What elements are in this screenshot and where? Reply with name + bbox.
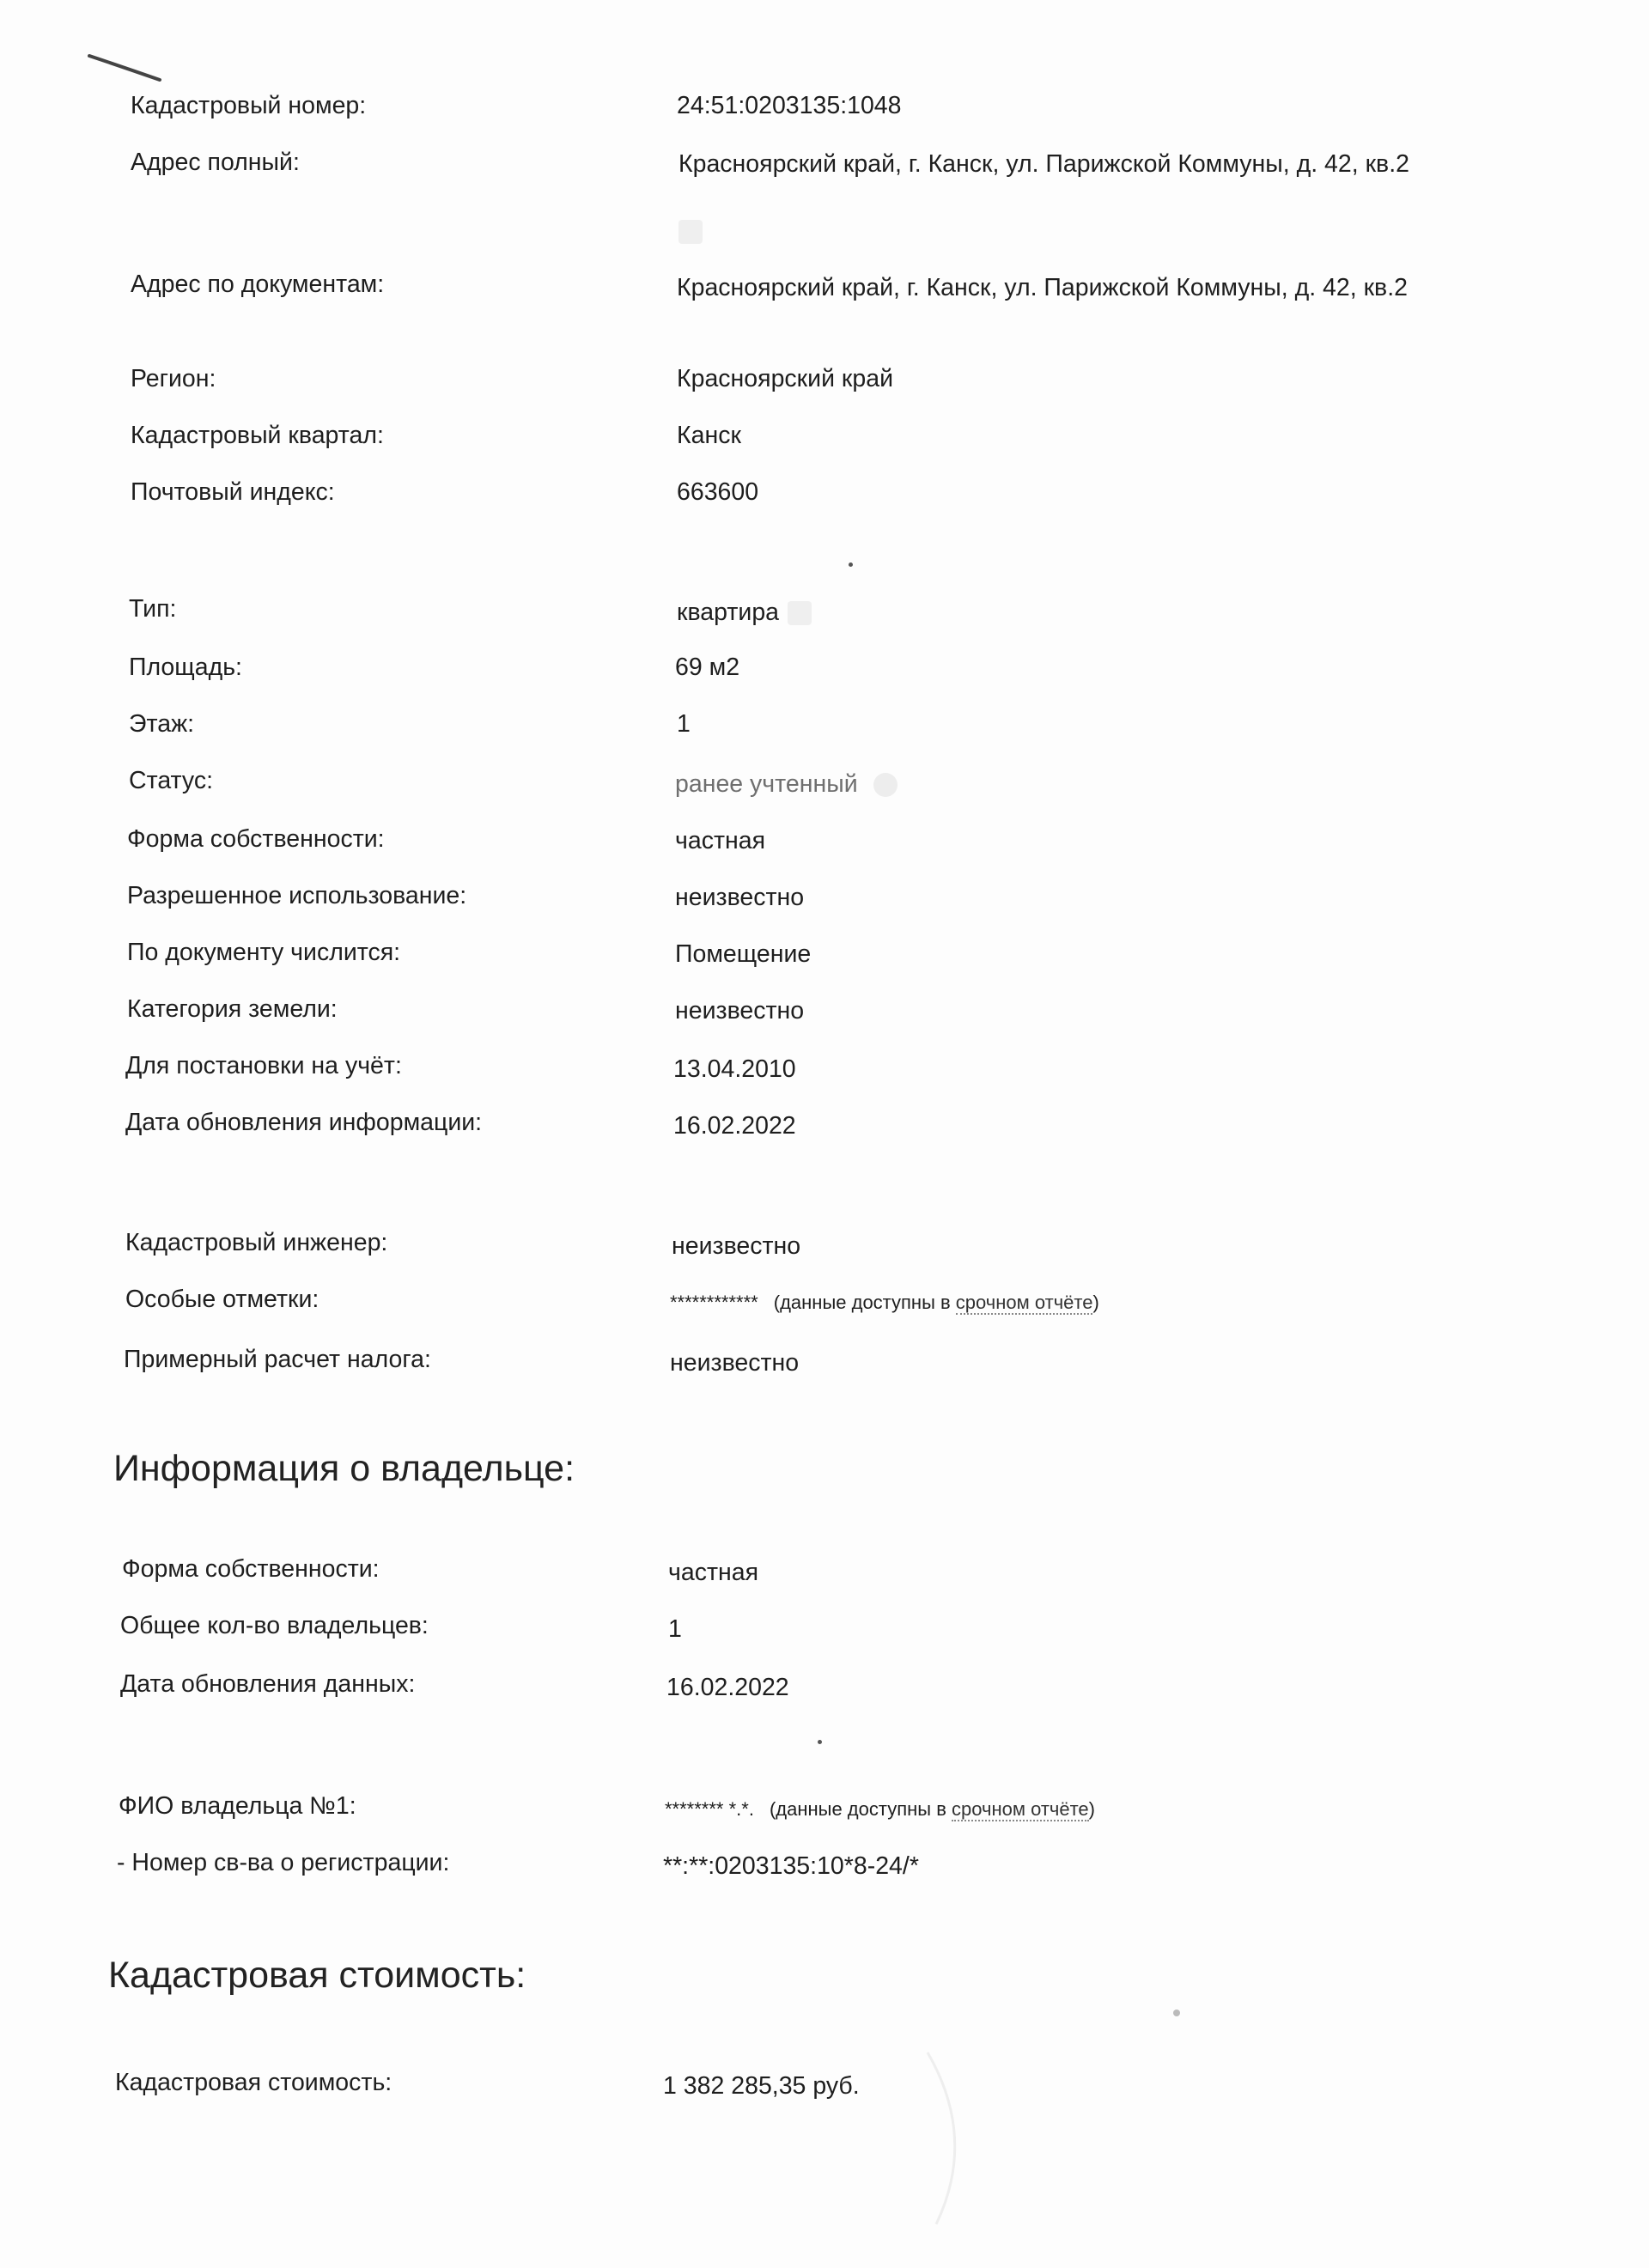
field-label: Форма собственности: bbox=[127, 825, 385, 853]
field-label: Тип: bbox=[129, 595, 177, 623]
field-value bbox=[677, 594, 812, 630]
note-prefix: (данные доступны в bbox=[769, 1798, 952, 1820]
field-label: Кадастровый квартал: bbox=[131, 422, 384, 449]
field-label: Разрешенное использование: bbox=[127, 882, 467, 909]
scan-speck bbox=[818, 1740, 822, 1744]
note-suffix: ) bbox=[1088, 1798, 1095, 1820]
field-value: 16.02.2022 bbox=[666, 1674, 789, 1701]
field-value: 1 bbox=[668, 1615, 682, 1643]
field-label: Форма собственности: bbox=[122, 1555, 380, 1583]
field-value: 13.04.2010 bbox=[673, 1055, 796, 1083]
scan-speck bbox=[1173, 2010, 1180, 2016]
field-value: неизвестно bbox=[672, 1232, 801, 1260]
field-label: Дата обновления информации: bbox=[125, 1109, 483, 1136]
field-value bbox=[675, 766, 898, 802]
field-label: Адрес полный: bbox=[131, 149, 300, 176]
field-value: 69 м2 bbox=[675, 654, 740, 681]
copy-icon bbox=[678, 220, 703, 244]
field-label: ФИО владельца №1: bbox=[119, 1792, 356, 1820]
field-label: Для постановки на учёт: bbox=[125, 1052, 402, 1079]
field-label: Этаж: bbox=[129, 710, 195, 738]
masked-value: ************ bbox=[670, 1292, 758, 1313]
cost-section-heading: Кадастровая стоимость: bbox=[108, 1955, 526, 1996]
field-label: Кадастровый номер: bbox=[131, 92, 367, 119]
help-icon bbox=[873, 773, 898, 797]
field-value: Помещение bbox=[675, 940, 812, 968]
field-value: **:**:0203135:10*8-24/* bbox=[663, 1852, 919, 1880]
availability-note bbox=[770, 1798, 1095, 1820]
scan-speck bbox=[849, 562, 853, 567]
field-value: 663600 bbox=[677, 478, 759, 506]
pen-mark bbox=[86, 47, 172, 90]
field-value: 16.02.2022 bbox=[673, 1112, 796, 1140]
field-label: Площадь: bbox=[129, 654, 242, 681]
scan-artifact bbox=[876, 2044, 979, 2233]
field-label: Статус: bbox=[129, 767, 214, 794]
urgent-report-link[interactable]: срочном отчёте bbox=[955, 1292, 1093, 1313]
field-label: Дата обновления данных: bbox=[120, 1670, 416, 1698]
field-label: Категория земели: bbox=[127, 995, 338, 1023]
field-value: неизвестно bbox=[675, 884, 805, 911]
status-value: ранее учтенный bbox=[675, 770, 858, 798]
field-value: Красноярский край, г. Канск, ул. Парижской Коммуны, д. 42, кв.2 bbox=[677, 274, 1408, 301]
field-value: частная bbox=[675, 827, 766, 854]
field-value: Канск bbox=[677, 422, 741, 449]
note-suffix: ) bbox=[1092, 1292, 1099, 1313]
field-value: 1 382 285,35 руб. bbox=[663, 2072, 860, 2100]
field-value bbox=[665, 1790, 1095, 1827]
owner-section-heading: Информация о владельце: bbox=[113, 1448, 575, 1489]
field-value: частная bbox=[668, 1559, 759, 1586]
field-value: неизвестно bbox=[670, 1349, 800, 1377]
field-value: 24:51:0203135:1048 bbox=[677, 92, 902, 119]
field-label: Общее кол-во владельцев: bbox=[120, 1612, 429, 1639]
field-value: 1 bbox=[677, 710, 691, 738]
field-value bbox=[670, 1283, 1099, 1321]
field-value: Красноярский край bbox=[677, 365, 893, 392]
field-label: Особые отметки: bbox=[125, 1286, 319, 1313]
field-value: Красноярский край, г. Канск, ул. Парижской Коммуны, д. 42, кв.2 bbox=[678, 150, 1409, 178]
urgent-report-link[interactable]: срочном отчёте bbox=[952, 1798, 1089, 1820]
field-label: По документу числится: bbox=[127, 939, 401, 966]
type-value: квартира bbox=[677, 599, 780, 626]
info-icon bbox=[788, 601, 812, 625]
field-label: Кадастровый инженер: bbox=[125, 1229, 388, 1256]
field-label: Почтовый индекс: bbox=[131, 478, 335, 506]
field-label: Регион: bbox=[131, 365, 216, 392]
masked-value: ******** *.*. bbox=[665, 1798, 754, 1820]
field-label: Адрес по документам: bbox=[131, 271, 385, 298]
field-label: Примерный расчет налога: bbox=[124, 1346, 431, 1373]
field-label: - Номер св-ва о регистрации: bbox=[117, 1849, 450, 1876]
availability-note bbox=[774, 1292, 1099, 1313]
note-prefix: (данные доступны в bbox=[773, 1292, 956, 1313]
field-value: неизвестно bbox=[675, 997, 805, 1025]
field-label: Кадастровая стоимость: bbox=[115, 2069, 392, 2096]
